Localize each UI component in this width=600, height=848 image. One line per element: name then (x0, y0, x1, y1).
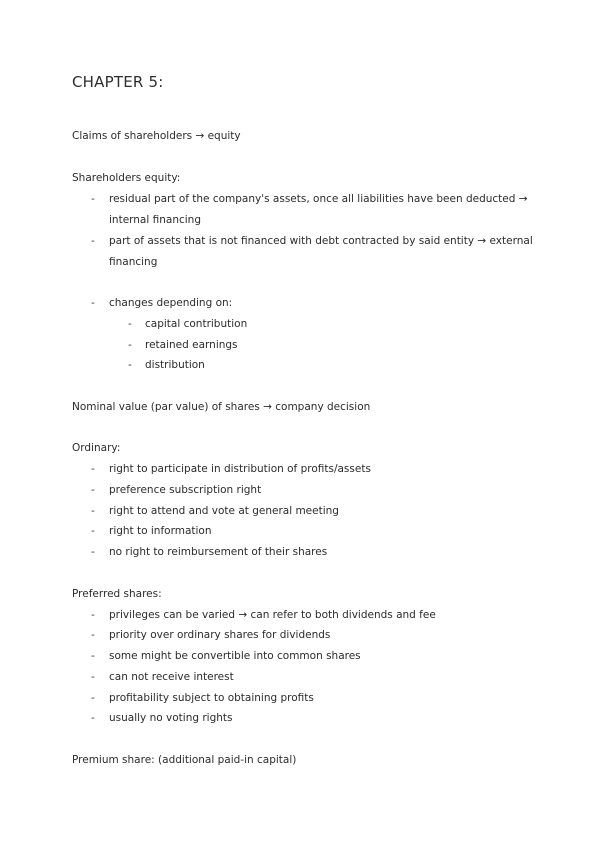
preferred-item: can not receive interest (109, 671, 234, 683)
equity-item-1-line-1: residual part of the company's assets, once all liabilities have been deducted → (109, 193, 528, 205)
ordinary-item: right to information (109, 525, 212, 537)
bullet-dash: - (91, 525, 95, 537)
equity-item-2-line-2: financing (109, 256, 158, 268)
bullet-dash: - (91, 629, 95, 641)
premium-line: Premium share: (additional paid-in capital) (72, 754, 297, 766)
ordinary-heading: Ordinary: (72, 442, 121, 454)
ordinary-item: right to participate in distribution of profits/assets (109, 463, 371, 475)
preferred-item: usually no voting rights (109, 712, 233, 724)
equity-item-2-line-1: part of assets that is not financed with debt contracted by said entity → external (109, 235, 533, 247)
changes-item: retained earnings (145, 339, 238, 351)
sub-bullet-dash: - (128, 318, 132, 330)
ordinary-item: preference subscription right (109, 484, 262, 496)
bullet-dash: - (91, 193, 95, 205)
changes-item: capital contribution (145, 318, 248, 330)
preferred-heading: Preferred shares: (72, 588, 162, 600)
equity-heading: Shareholders equity: (72, 172, 181, 184)
equity-item-1-line-2: internal financing (109, 214, 201, 226)
sub-bullet-dash: - (128, 339, 132, 351)
preferred-item: profitability subject to obtaining profits (109, 692, 314, 704)
changes-item: distribution (145, 359, 205, 371)
nominal-line: Nominal value (par value) of shares → company decision (72, 401, 371, 413)
bullet-dash: - (91, 235, 95, 247)
bullet-dash: - (91, 712, 95, 724)
bullet-dash: - (91, 671, 95, 683)
bullet-dash: - (91, 650, 95, 662)
bullet-dash: - (91, 692, 95, 704)
bullet-dash: - (91, 609, 95, 621)
bullet-dash: - (91, 463, 95, 475)
bullet-dash: - (91, 546, 95, 558)
bullet-dash: - (91, 505, 95, 517)
chapter-title: CHAPTER 5: (72, 73, 164, 91)
preferred-item: some might be convertible into common shares (109, 650, 361, 662)
preferred-item: priority over ordinary shares for dividends (109, 629, 331, 641)
bullet-dash: - (91, 484, 95, 496)
ordinary-item: right to attend and vote at general meeting (109, 505, 339, 517)
sub-bullet-dash: - (128, 359, 132, 371)
preferred-item: privileges can be varied → can refer to both dividends and fee (109, 609, 436, 621)
changes-label: changes depending on: (109, 297, 233, 309)
bullet-dash: - (91, 297, 95, 309)
ordinary-item: no right to reimbursement of their shares (109, 546, 328, 558)
claims-line: Claims of shareholders → equity (72, 130, 241, 142)
